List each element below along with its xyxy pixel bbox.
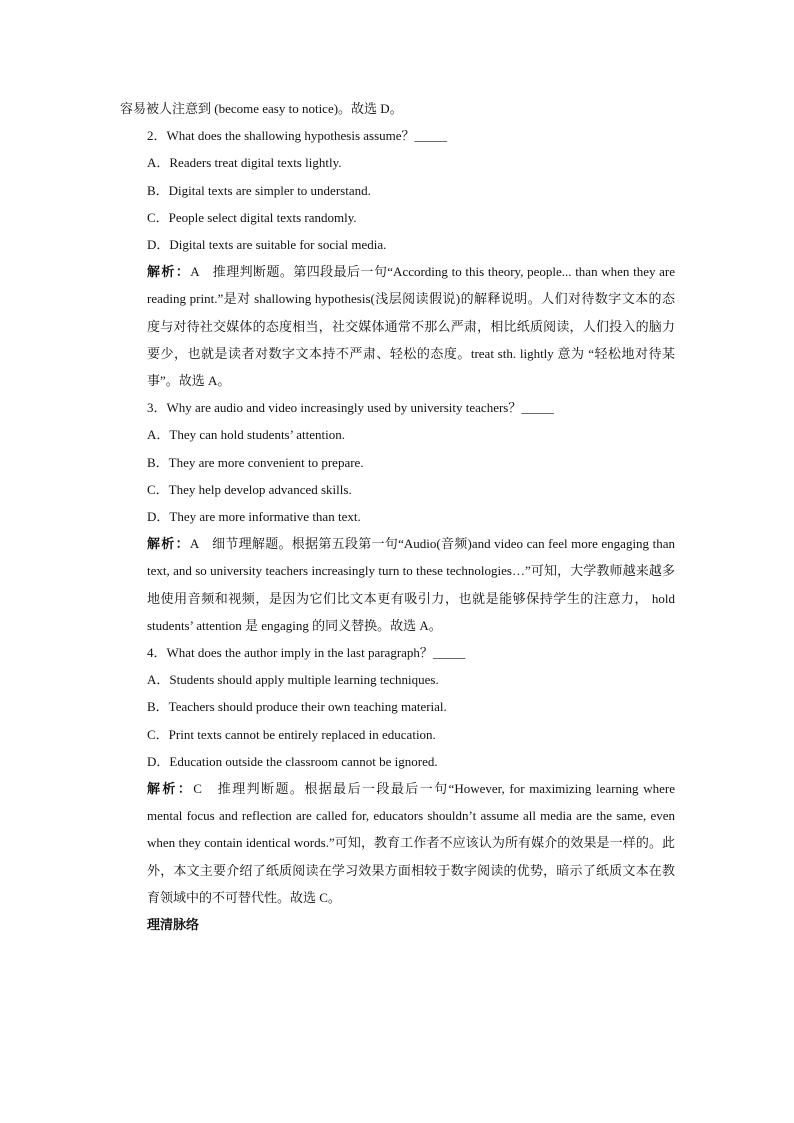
option-c: C．People select digital texts randomly. (147, 209, 357, 225)
option-b: B．Teachers should produce their own teaching material. (147, 699, 447, 715)
option-d: D．They are more informative than text. (147, 509, 361, 525)
analysis-paragraph (120, 530, 675, 639)
question-block (120, 639, 675, 911)
option-c: C．They help develop advanced skills. (147, 481, 352, 497)
question-stem: 4．What does the author imply in the last paragraph？_____ (147, 645, 466, 661)
analysis-label: 解析： (147, 264, 191, 280)
question-stem: 3．Why are audio and video increasingly used by university teachers？_____ (147, 400, 554, 416)
option-a: A．They can hold students’ attention. (147, 427, 345, 443)
analysis-body: A 推理判断题。第四段最后一句“According to this theory, people... than when they are reading print.”是对 shallowing hypothesis(浅层阅读假说)的解释说明。人们对待数字文本的态度与对待社交媒体的态度相当，社交媒体通常不那么严肃，相比纸质阅读，人们投入的脑力要少，也就是读者对数字文本持不严肃、轻松的态度。treat sth. lightly 意为 “轻松地对待某事”。故选 A。 (147, 264, 675, 389)
option-d: D．Digital texts are suitable for social media. (147, 237, 387, 253)
question-block (120, 122, 675, 394)
option-a: A．Students should apply multiple learning techniques. (147, 672, 439, 688)
analysis-label: 解析： (147, 781, 194, 797)
page-content (120, 95, 675, 938)
analysis-paragraph (120, 258, 675, 394)
question-stem: 2．What does the shallowing hypothesis assume？_____ (147, 128, 448, 144)
analysis-body: A 细节理解题。根据第五段第一句“Audio(音频)and video can feel more engaging than text, and so university teachers increasingly turn to these technologies…”可知，大学教师越来越多地使用音频和视频，是因为它们比文本更有吸引力，也就是能够保持学生的注意力， hold students’ attention 是 engaging 的同义替换。故选 A。 (147, 536, 675, 633)
option-d: D．Education outside the classroom cannot be ignored. (147, 753, 438, 769)
option-a: A．Readers treat digital texts lightly. (147, 155, 342, 171)
option-b: B．Digital texts are simpler to understand. (147, 182, 371, 198)
analysis-label: 解析： (147, 536, 190, 552)
section-heading: 理清脉络 (147, 917, 200, 933)
intro-line: 容易被人注意到 (become easy to notice)。故选 D。 (120, 101, 403, 116)
option-b: B．They are more convenient to prepare. (147, 454, 364, 470)
option-c: C．Print texts cannot be entirely replaced in education. (147, 726, 436, 742)
analysis-paragraph (120, 775, 675, 911)
question-block (120, 394, 675, 639)
analysis-body: C 推理判断题。根据最后一段最后一句“However, for maximizing learning where mental focus and reflection are called for, educators shouldn’t assume all media are the same, even when they contain identical words.”可知，教育工作者不应该认为所有媒介的效果是一样的。此外，本文主要介绍了纸质阅读在学习效果方面相较于数字阅读的优势，暗示了纸质文本在教育领域中的不可替代性。故选 C。 (147, 781, 675, 905)
